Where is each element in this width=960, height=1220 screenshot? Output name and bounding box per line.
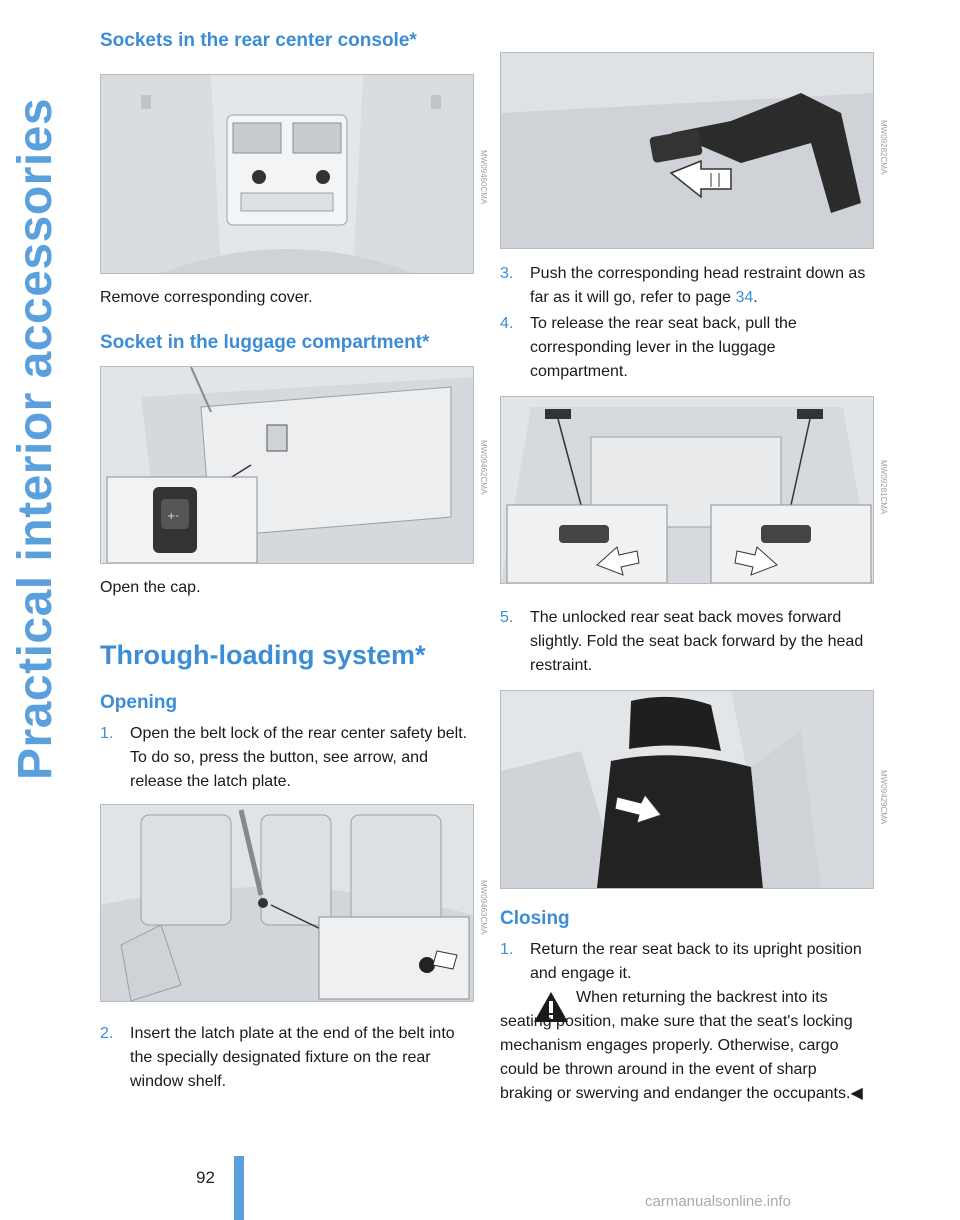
step-number: 5. [500, 609, 514, 626]
step-3 [500, 262, 872, 310]
svg-text:+-: +- [167, 511, 179, 522]
step-number: 3. [500, 265, 514, 282]
step-text-end: . [753, 289, 758, 306]
step-1 [100, 722, 472, 794]
warning-indent [500, 986, 576, 987]
heading-sockets-center-console: Sockets in the rear center console* [100, 30, 417, 51]
figure-code: MW09281CMA [879, 460, 888, 515]
paragraph-remove-cover: Remove corresponding cover. [100, 289, 313, 306]
belt-fixture-illustration [501, 53, 873, 248]
figure-rear-center-console [100, 74, 474, 274]
figure-belt-lock [100, 804, 474, 1002]
step-number: 2. [100, 1025, 114, 1042]
step-number: 1. [500, 941, 514, 958]
heading-socket-luggage: Socket in the luggage compartment* [100, 332, 430, 353]
figure-release-levers [500, 396, 874, 584]
heading-through-loading: Through-loading system* [100, 640, 426, 670]
watermark: carmanualsonline.info [645, 1193, 791, 1210]
warning-float [424, 987, 500, 1035]
heading-closing: Closing [500, 908, 570, 929]
page-link[interactable]: 34 [735, 289, 754, 306]
footer-bar [234, 1156, 244, 1220]
step-text: Insert the latch plate at the end of the belt into the specially designated fixture on the rear window shelf. [130, 1025, 455, 1090]
step-number: 1. [100, 725, 114, 742]
step-2 [100, 1022, 472, 1094]
heading-opening: Opening [100, 692, 178, 713]
step-number: 4. [500, 315, 514, 332]
step-text: The unlocked rear seat back moves forward slightly. Fold the seat back forward by the head restraint. [530, 609, 864, 674]
step-text: To release the rear seat back, pull the corresponding lever in the luggage compartment. [530, 315, 797, 380]
figure-code: MW09429CMA [879, 770, 888, 825]
chapter-sidebar [0, 0, 80, 1220]
fold-seat-illustration [501, 691, 873, 888]
figure-belt-fixture [500, 52, 874, 249]
console-illustration [101, 75, 473, 273]
figure-code: MW09462CMA [479, 440, 488, 495]
release-levers-illustration [501, 397, 873, 583]
step-text: Push the corresponding head restraint down as far as it will go, refer to page [530, 265, 866, 306]
end-mark: ◀ [850, 1085, 863, 1102]
step-text: Return the rear seat back to its upright position and engage it. [530, 941, 862, 982]
figure-code: MW09463CMA [479, 880, 488, 935]
warning-text: When returning the backrest into its seating position, make sure that the seat's locking mechanism engages properly. Otherwise, cargo could be thrown around in the event of sharp braking or swerving and endanger the occupants. [500, 989, 853, 1102]
luggage-socket-illustration [101, 367, 473, 563]
page-number: 92 [196, 1168, 215, 1187]
figure-fold-seat [500, 690, 874, 889]
closing-step-1 [500, 938, 872, 986]
step-5 [500, 606, 872, 678]
warning-paragraph [500, 986, 872, 1106]
step-4 [500, 312, 872, 384]
belt-lock-illustration [101, 805, 473, 1001]
figure-code: MW09460CMA [479, 150, 488, 205]
step-text: Open the belt lock of the rear center safety belt. To do so, press the button, see arrow, and release the latch plate. [130, 725, 468, 790]
figure-code: MW09282CMA [879, 120, 888, 175]
paragraph-open-cap: Open the cap. [100, 579, 201, 596]
chapter-title: Practical interior accessories [9, 97, 62, 780]
figure-luggage-socket [100, 366, 474, 564]
